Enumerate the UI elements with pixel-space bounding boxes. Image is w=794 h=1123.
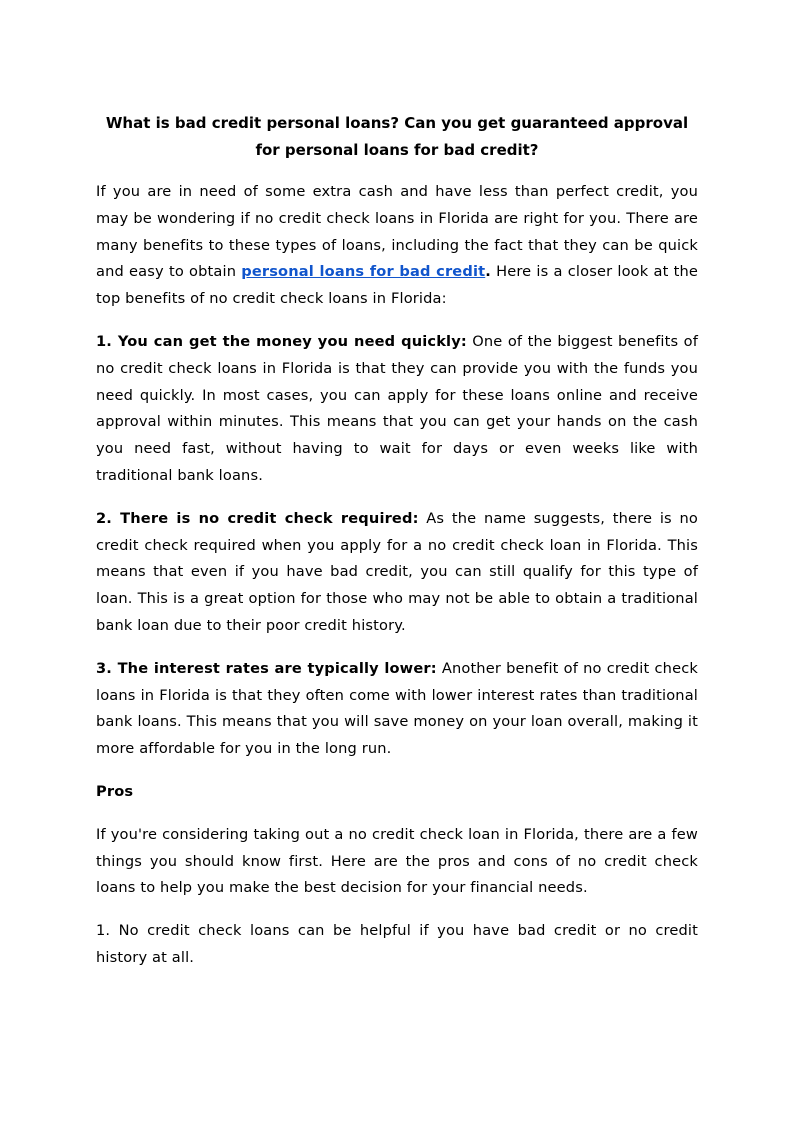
document-page xyxy=(96,110,698,988)
benefit-2-paragraph xyxy=(96,506,698,640)
benefit-1-paragraph xyxy=(96,329,698,490)
intro-paragraph xyxy=(96,179,698,313)
intro-text-after-link-period: . xyxy=(485,263,491,281)
pros-item-1: 1. No credit check loans can be helpful if you have bad credit or no credit history at all. xyxy=(96,922,698,966)
benefit-3-heading: 3. The interest rates are typically lower: xyxy=(96,659,437,677)
benefit-1-text: One of the biggest benefits of no credit check loans in Florida is that they can provide you with the funds you need quickly. In most cases, you can apply for these loans online and receive approval within minutes. This means that you can get your hands on the cash you need fast, without having to wait for days or even weeks like with traditional bank loans. xyxy=(96,332,698,484)
personal-loans-link[interactable]: personal loans for bad credit xyxy=(241,263,486,281)
document-title: What is bad credit personal loans? Can you get guaranteed approval for personal loans for bad credit? xyxy=(105,114,689,159)
intro-text-before-link: If you are in need of some extra cash and have less than perfect credit, you may be wondering if no credit check loans in Florida are right for you. There are many benefits to these types of loans, including the fact that they can be quick and easy to obtain xyxy=(96,183,698,281)
intro-text-after-link: Here is a closer look at the top benefits of no credit check loans in Florida: xyxy=(96,263,698,308)
pros-intro-paragraph: If you're considering taking out a no credit check loan in Florida, there are a few things you should know first. Here are the pros and cons of no credit check loans to help you make the best decision for your financial needs. xyxy=(96,825,698,897)
benefit-2-heading: 2. There is no credit check required: xyxy=(96,509,419,527)
benefit-3-text: Another benefit of no credit check loans in Florida is that they often come with lower interest rates than traditional bank loans. This means that you will save money on your loan overall, making it more affordable for you in the long run. xyxy=(96,659,698,758)
benefit-3-paragraph xyxy=(96,656,698,763)
pros-heading-paragraph xyxy=(96,779,698,806)
pros-heading: Pros xyxy=(96,782,134,800)
benefit-2-text: As the name suggests, there is no credit check required when you apply for a no credit check loan in Florida. This means that even if you have bad credit, you can still qualify for this type of loan. This is a great option for those who may not be able to obtain a traditional bank loan due to their poor credit history. xyxy=(96,509,698,634)
benefit-1-heading: 1. You can get the money you need quickly: xyxy=(96,332,467,350)
